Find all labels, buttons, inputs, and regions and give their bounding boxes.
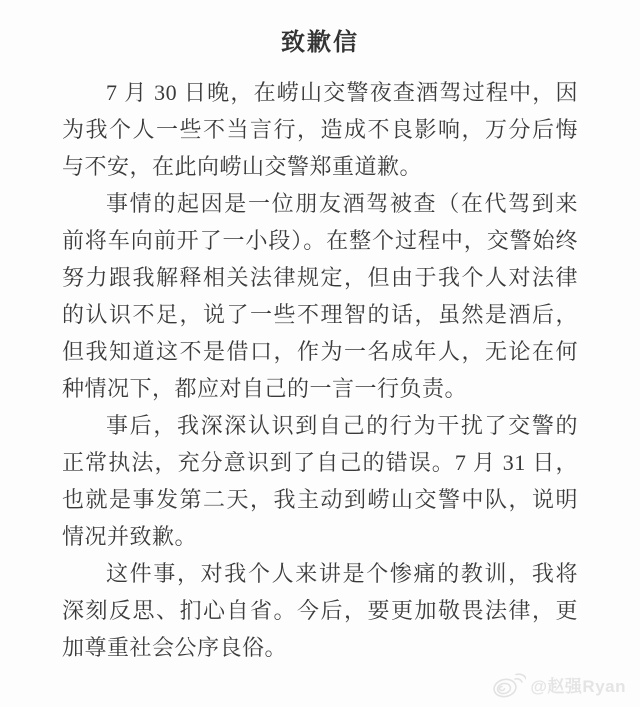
letter-paragraph-3: 事后，我深深认识到自己的行为干扰了交警的正常执法，充分意识到了自己的错误。7 月 31 日，也就是事发第二天，我主动到崂山交警中队，说明情况并致歉。	[62, 413, 578, 549]
letter-paragraph-2: 事情的起因是一位朋友酒驾被查（在代驾到来前将车向前开了一小段）。在整个过程中，交警始终努力跟我解释相关法律规定，但由于我个人对法律的认识不足，说了一些不理智的话，虽然是酒后，但我知道这不是借口，作为一名成年人，无论在何种情况下，都应对自己的一言一行负责。	[62, 191, 578, 401]
letter-paragraph-1: 7 月 30 日晚，在崂山交警夜查酒驾过程中，因为我个人一些不当言行，造成不良影响，万分后悔与不安，在此向崂山交警郑重道歉。	[62, 80, 578, 179]
letter-title: 致歉信	[281, 30, 359, 56]
letter-paragraph-4: 这件事，对我个人来讲是个惨痛的教训，我将深刻反思、扪心自省。今后，要更加敬畏法律，更加尊重社会公序良俗。	[62, 561, 578, 660]
weibo-username: @赵强Ryan	[530, 676, 626, 696]
weibo-watermark	[492, 669, 626, 699]
weibo-logo-icon	[492, 669, 526, 699]
